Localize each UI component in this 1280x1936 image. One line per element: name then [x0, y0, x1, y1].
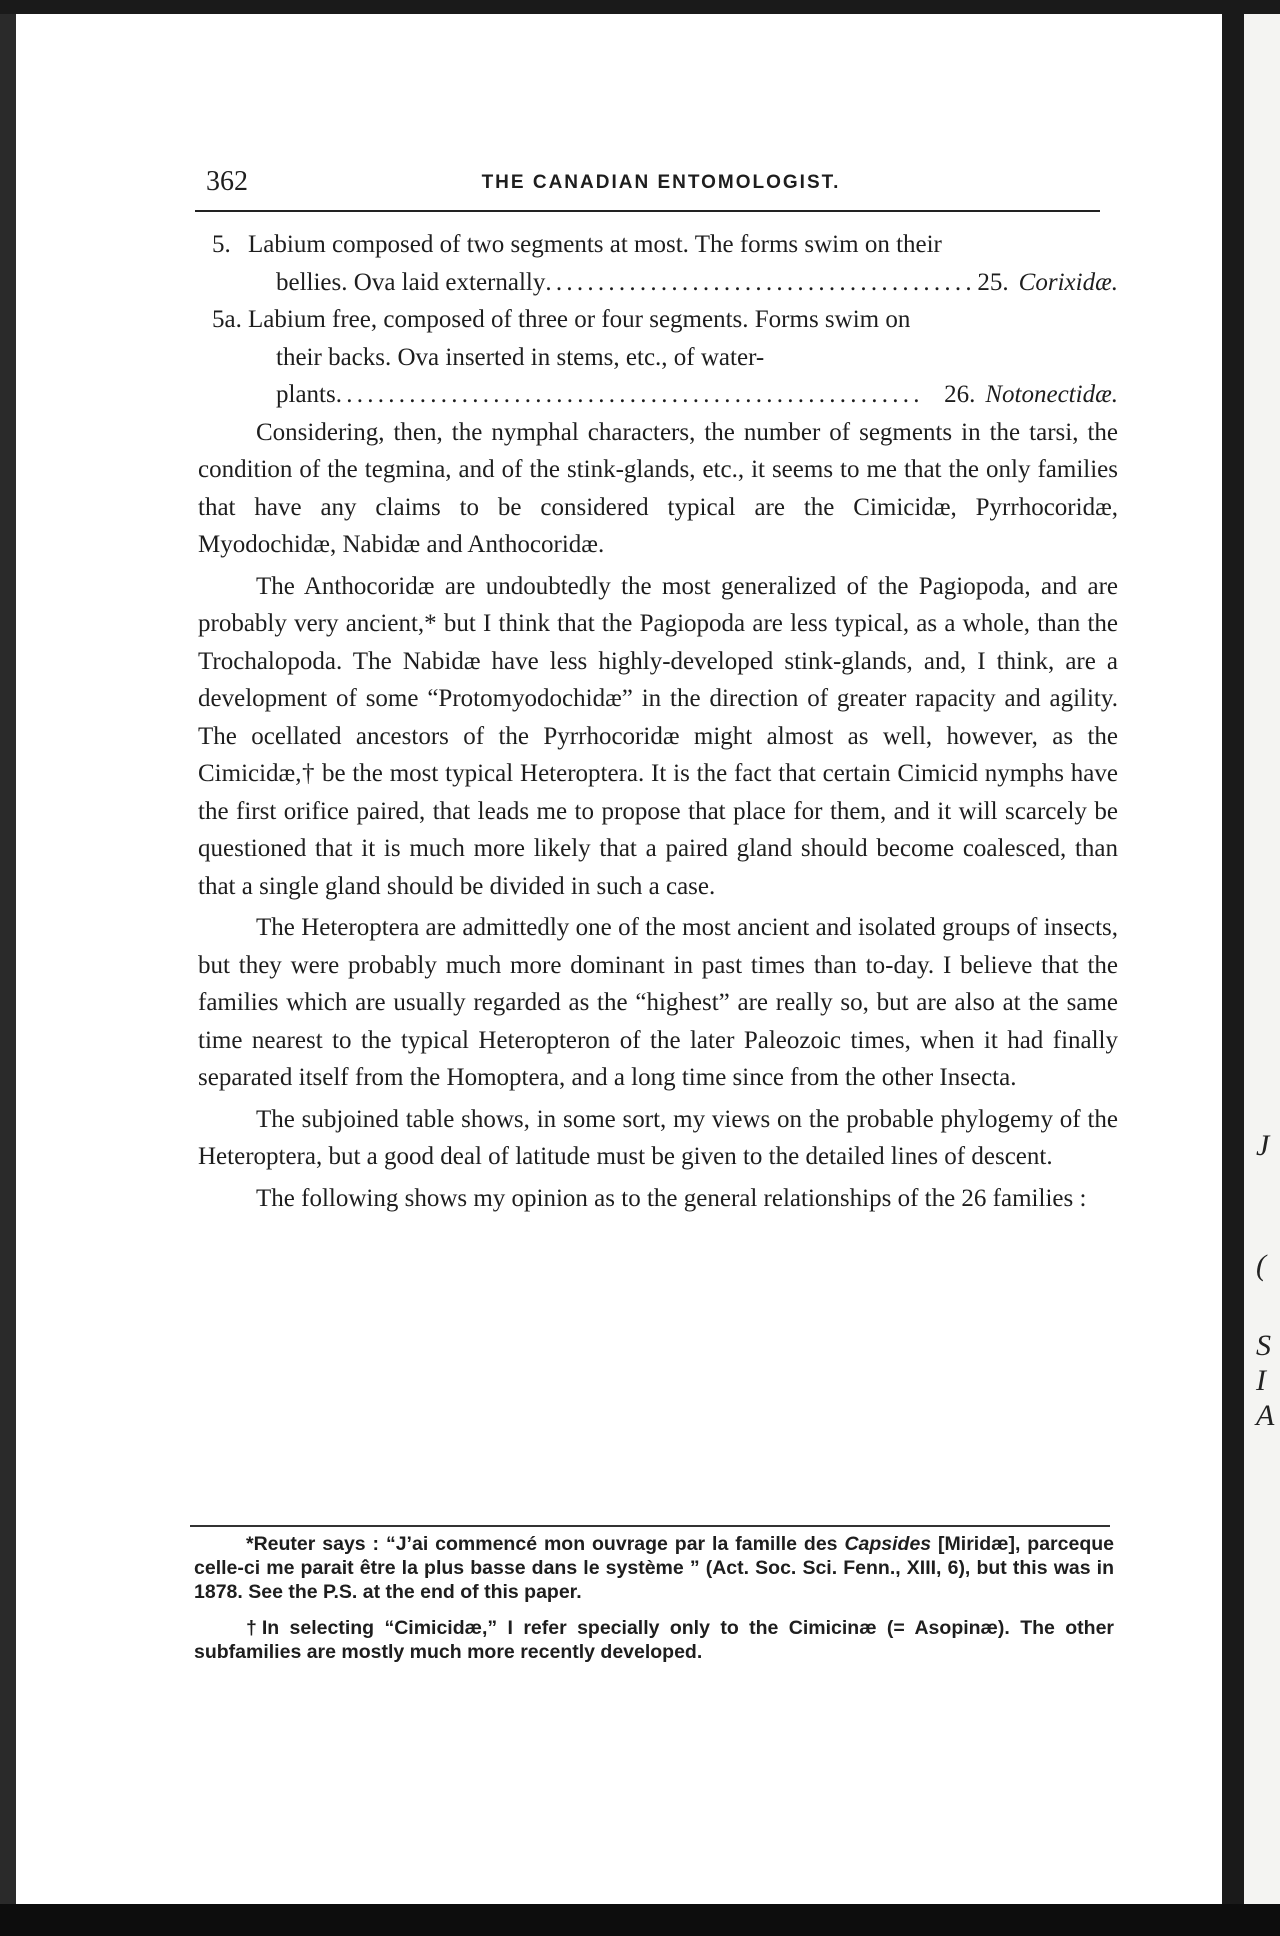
- footnote-star: [194, 1532, 1114, 1604]
- key-leader-line: [276, 376, 1118, 414]
- key-couplet-5a: [198, 301, 1118, 414]
- key-line: plants: [276, 381, 336, 408]
- key-number: 5.: [212, 231, 231, 258]
- facing-page-glyph: (: [1256, 1249, 1266, 1282]
- paragraph: Considering, then, the nymphal characters, the number of segments in the tarsi, the condition of the tegmina, and of the stink-glands, etc., it seems to me that the only families that have any claims to be considered typical are the Cimicidæ, Pyrrhocoridæ, Myodochidæ, Nabidæ and Anthocoridæ.: [198, 418, 1118, 558]
- footnote-rule: [190, 1525, 1110, 1527]
- paragraph: The Anthocoridæ are undoubtedly the most generalized of the Pagiopoda, and are probably very ancient,* but I think that the Pagiopoda are less typical, as a whole, than the Trochalopoda. The Nabidæ have less highly-developed stink-glands, and, I think, are a development of some “Protomyodochidæ” in the direction of greater rapacity and agility. The ocellated ancestors of the Pyrrhocoridæ might almost as well, however, as the Cimicidæ,† be the most typical Heteroptera. It is the fact that certain Cimicid nymphs have the first orifice paired, that leads me to propose that place for them, and it will scarcely be questioned that it is much more likely that a paired gland should become coalesced, than that a single gland should be divided in such a case.: [198, 572, 1118, 900]
- running-head: [206, 166, 1116, 206]
- leader-dots: [545, 264, 977, 302]
- facing-page-strip: [1244, 14, 1280, 1904]
- paragraph: The subjoined table shows, in some sort, my views on the probable phylogemy of the Heteroptera, but a good deal of latitude must be given to the detailed lines of descent.: [198, 1105, 1118, 1170]
- journal-title: THE CANADIAN ENTOMOLOGIST.: [481, 172, 841, 193]
- family-name: Corixidæ.: [1018, 268, 1118, 296]
- paragraph: The Heteroptera are admittedly one of the most ancient and isolated groups of insects, but they were probably much more dominant in past times than to-day. I believe that the families which are usually regarded as the “highest” are really so, but are also at the same time nearest to the typical Heteropteron of the later Paleozoic times, when it had finally separated itself from the Homoptera, and a long time since from the other Insecta.: [198, 914, 1118, 1091]
- key-line: bellies. Ova laid externally: [276, 268, 546, 296]
- footnote-text: *Reuter says : “J’ai commencé mon ouvrage par la famille des: [246, 1533, 845, 1555]
- footnotes: [194, 1532, 1114, 1676]
- footnote-dagger: †In selecting “Cimicidæ,” I refer specially only to the Cimicinæ (= Asopinæ). The other subfamilies are mostly much more recently developed.: [194, 1617, 1114, 1663]
- scan-border-bottom: [0, 1904, 1280, 1936]
- key-number: 5a.: [212, 306, 242, 333]
- key-line: their backs. Ova inserted in stems, etc., of water-: [276, 343, 765, 371]
- paragraph: The following shows my opinion as to the general relationships of the 26 families :: [256, 1184, 1087, 1212]
- scan-border-top: [0, 0, 1280, 14]
- facing-page-glyph: I: [1256, 1364, 1266, 1397]
- facing-page-glyph: J: [1256, 1129, 1270, 1162]
- scan-border-left: [0, 14, 16, 1904]
- key-leader-line: [276, 264, 1118, 302]
- key-line: Labium composed of two segments at most. The forms swim on their: [248, 231, 942, 258]
- couplet-number: 25.: [977, 268, 1009, 296]
- facing-page-glyph: A: [1256, 1399, 1275, 1432]
- family-name: Notonectidæ.: [985, 381, 1118, 408]
- facing-page-glyph: S: [1256, 1329, 1271, 1362]
- couplet-number: 26.: [944, 381, 976, 408]
- key-line: Labium free, composed of three or four segments. Forms swim on: [248, 306, 911, 333]
- page-number: 362: [206, 166, 248, 197]
- footnote-text: [Miridæ], parceque celle-ci me parait être la plus basse dans le système ” (Act. Soc. Sci. Fenn., XIII, 6), but this was in 1878. See the P.S. at the end of this paper.: [194, 1533, 1114, 1603]
- book-binding-shadow: [1222, 14, 1244, 1904]
- leader-dots: [336, 376, 944, 414]
- key-couplet-5: [198, 226, 1118, 301]
- body-text: [198, 226, 1118, 1217]
- footnote-italic: Capsides: [844, 1533, 932, 1555]
- header-rule: [195, 210, 1100, 212]
